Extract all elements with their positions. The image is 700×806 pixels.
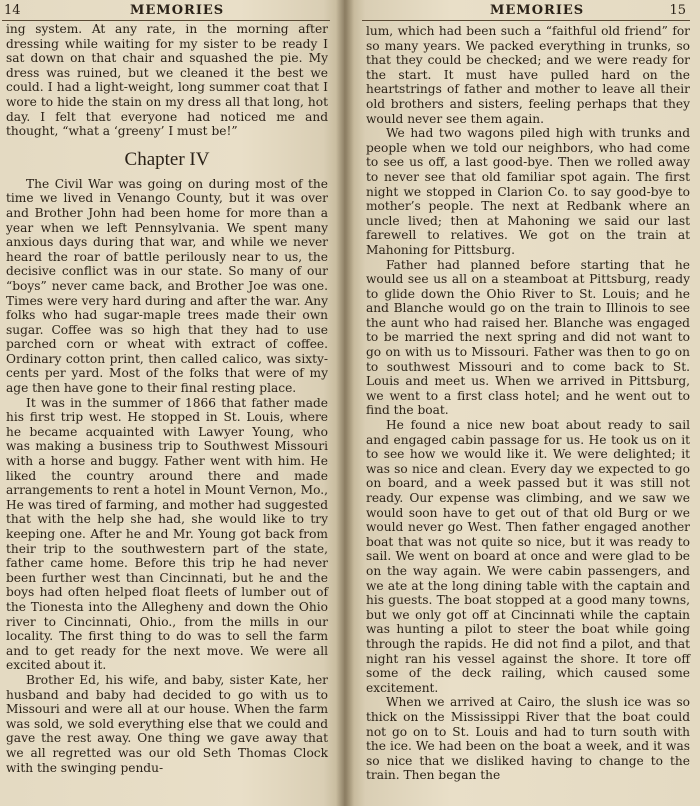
paragraph: He found a nice new boat about ready to sail and engaged cabin passage for us. He took us on it to see how we would like it. We were delighted; it was so nice and clean. Every day we expected to go on board, and a week passed but it was still not ready. Our expense was climbing, and we saw we would soon have to get out of that old Burg or we would never go West. Then father engaged another boat that was not quite so nice, but it was ready to sail. We went on board at once and were glad to be on the way again. We were cabin passengers, and we ate at the long dining table with the captain and his guests. The boat stopped at a good many towns, but we only got off at Cincinnati while the captain was hunting a pilot to steer the boat while going through the rapids. He did not find a pilot, and that night ran his vessel against the shore. It tore off some of the deck railing, which caused some excitement. <box>366 418 690 695</box>
paragraph: It was in the summer of 1866 that father made his first trip west. He stopped in St. Louis, where he became acquainted with Lawyer Young, who was making a business trip to Southwest Missouri with a horse and buggy. Father went with him. He liked the country around there and made arrangements to rent a hotel in Mount Vernon, Mo., He was tired of farming, and mother had suggested that with the help she had, she would like to try keeping one. After he and Mr. Young got back from their trip to the southwestern part of the state, father came home. Before this trip he had never been further west than Cincinnati, but he and the boys had often helped float fleets of lumber out of the Tionesta into the Allegheny and down the Ohio river to Cincinnati, Ohio., from the mills in our locality. The first thing to do was to sell the farm and to get ready for the next move. We were all excited about it. <box>6 395 328 673</box>
right-page-number: 15 <box>669 3 686 18</box>
left-running-title: MEMORIES <box>130 3 225 18</box>
left-header-rule <box>2 20 330 21</box>
left-page-number: 14 <box>4 3 21 18</box>
right-body <box>366 24 690 783</box>
paragraph: The Civil War was going on during most of the time we lived in Venango County, but it was over and Brother John had been home for more than a year when we left Pennsylvania. We spent many anxious days during that war, and while we never heard the roar of battle perilously near to us, the decisive conflict was in our state. So many of our “boys” never came back, and Brother Joe was one. Times were very hard during and after the war. Any folks who had sugar-maple trees made their own sugar. Coffee was so high that they had to use parched corn or wheat with extract of coffee. Ordinary cotton print, then called calico, was sixty-cents per yard. Most of the folks that were of my age then have gone to their final resting place. <box>6 176 328 396</box>
paragraph: We had two wagons piled high with trunks and people when we told our neighbors, who had come to see us off, a last good-bye. Then we rolled away to never see that old familiar spot again. The first night we stopped in Clarion Co. to say good-bye to mother’s people. The next at Redbank where an uncle lived; then at Mahoning we said our last farewell to relatives. We got on the train at Mahoning for Pittsburg. <box>366 126 690 257</box>
paragraph: When we arrived at Cairo, the slush ice was so thick on the Mississippi River that the boat could not go on to St. Louis and had to turn south with the ice. We had been on the boat a week, and it was so nice that we disliked having to change to the train. Then began the <box>366 695 690 783</box>
right-header-rule <box>362 20 690 21</box>
left-page <box>0 0 344 806</box>
paragraph: Brother Ed, his wife, and baby, sister Kate, her husband and baby had decided to go with us to Missouri and were all at our house. When the farm was sold, we sold everything else that we could and gave the rest away. One thing we gave away that we all regretted was our old Seth Thomas Clock with the swinging pendu- <box>6 672 328 775</box>
paragraph: Father had planned before starting that he would see us all on a steamboat at Pittsburg, ready to glide down the Ohio River to St. Louis; and he and Blanche would go on the train to Illinois to see the aunt who had raised her. Blanche was engaged to be married the next spring and did not want to go on with us to Missouri. Father was then to go on to southwest Missouri and to come back to St. Louis and meet us. When we arrived in Pittsburg, we went to a first class hotel; and he went out to find the boat. <box>366 257 690 418</box>
left-body <box>6 22 328 775</box>
paragraph: ing system. At any rate, in the morning after dressing while waiting for my sister to be ready I sat down on that chair and squashed the pie. My dress was ruined, but we cleaned it the best we could. I had a light-weight, long summer coat that I wore to hide the stain on my dress all that long, hot day. I felt that everyone had noticed me and thought, “what a ‘greeny’ I must be!” <box>6 22 328 139</box>
chapter-heading: Chapter IV <box>124 148 210 170</box>
paragraph: lum, which had been such a “faithful old friend” for so many years. We packed everything in trunks, so that they could be checked; and we were ready for the start. It must have pulled hard on the heartstrings of father and mother to leave all their old brothers and sisters, feeling perhaps that they would never see them again. <box>366 24 690 126</box>
right-page <box>344 0 700 806</box>
right-running-title: MEMORIES <box>490 3 585 18</box>
